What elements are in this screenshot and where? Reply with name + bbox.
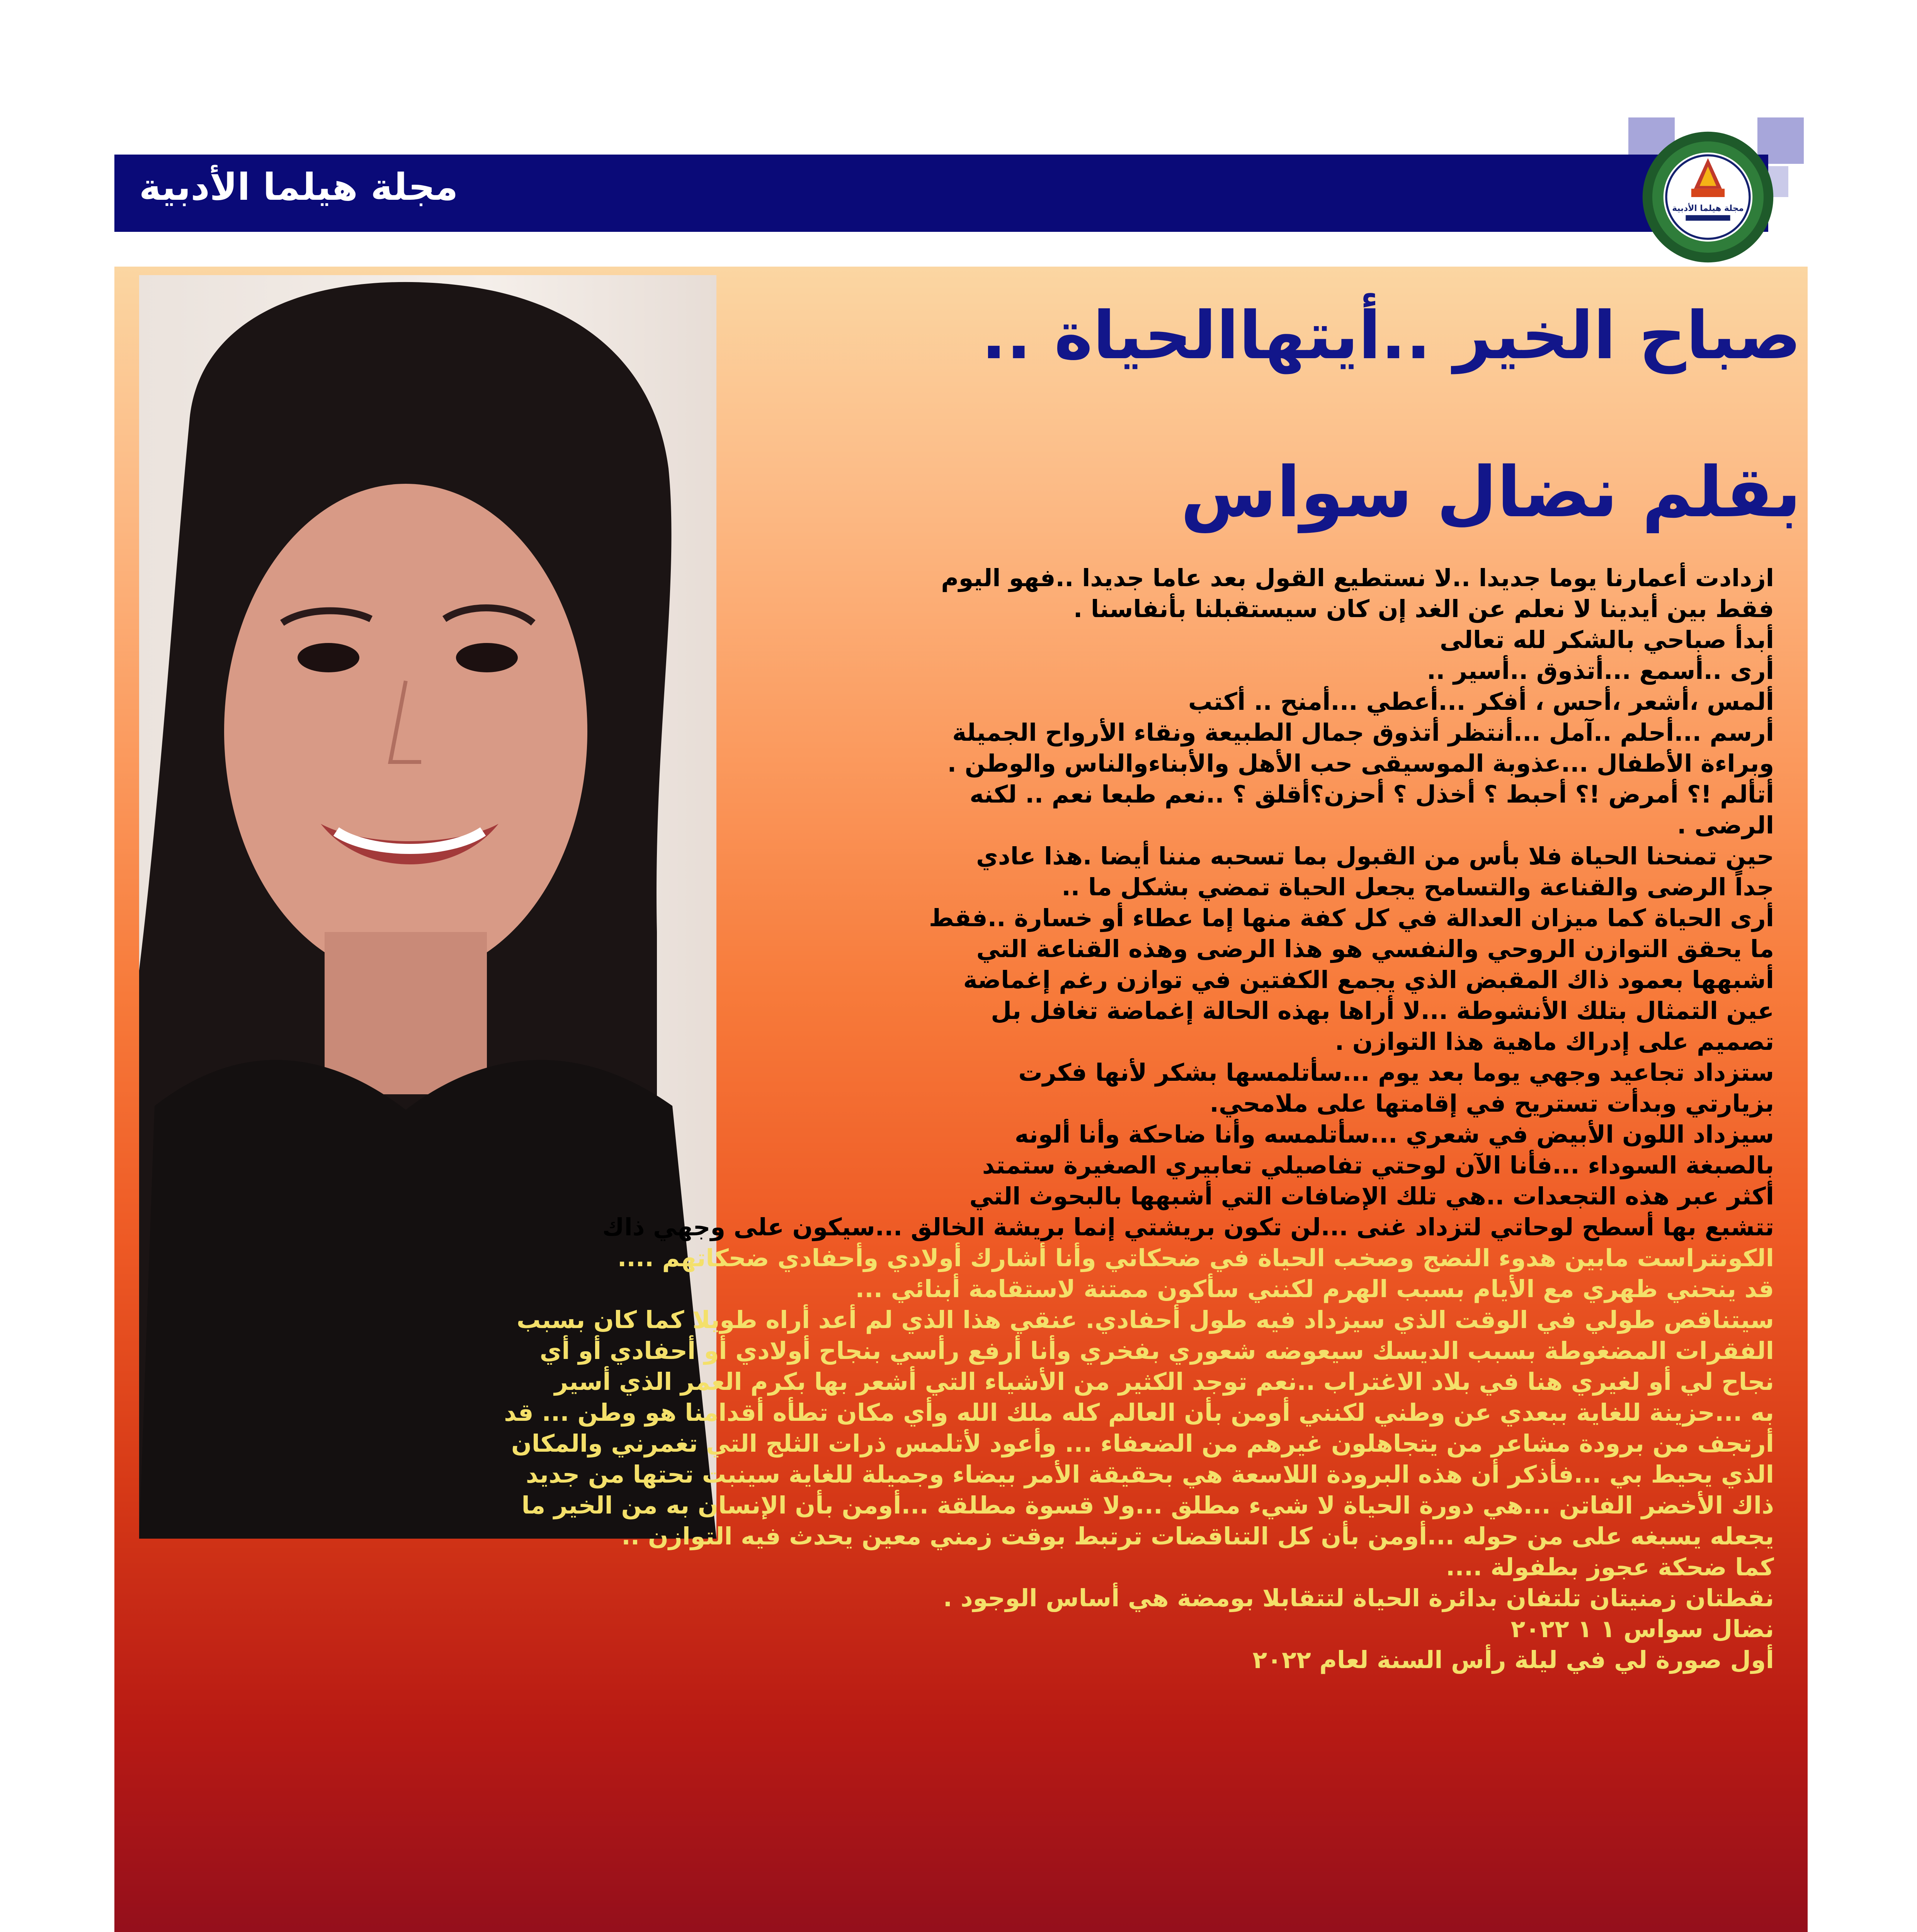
body-line: ستزداد تجاعيد وجهي يوما بعد يوم ...سأتلمسها بشكر لأنها فكرت — [1018, 1058, 1774, 1087]
body-line: فقط بين أيدينا لا نعلم عن الغد إن كان سيستقبلنا بأنفاسنا . — [1073, 595, 1774, 623]
article-byline: بقلم نضال سواس — [1180, 452, 1801, 533]
body-line: وبراءة الأطفال ...عذوبة الموسيقى حب الأهل والأبناءوالناس والوطن . — [947, 749, 1774, 777]
body-line: الكونتراست مابين هدوء النضج وصخب الحياة في ضحكاتي وأنا أشارك أولادي وأحفادي ضحكاتهم .... — [617, 1244, 1774, 1272]
body-line: به ...حزينة للغاية ببعدي عن وطني لكنني أومن بأن العالم كله ملك الله وأي مكان تطأه أقدامنا هو وطن ... قد — [504, 1398, 1774, 1427]
body-line: الذي يحيط بي ...فأذكر أن هذه البرودة اللاسعة هي بحقيقة الأمر بيضاء وجميلة للغاية سينبت تحتها من جديد — [526, 1460, 1774, 1488]
body-line: أرتجف من برودة مشاعر من يتجاهلون غيرهم من الضعفاء ... وأعود لأتلمس ذرات الثلج التي تغمرني والمكان — [511, 1429, 1774, 1458]
body-line: حين تمنحنا الحياة فلا بأس من القبول بما تسحبه مننا أيضا .هذا عادي — [976, 842, 1774, 870]
body-line: سيتناقص طولي في الوقت الذي سيزداد فيه طول أحفادي. عنقي هذا الذي لم أعد أراه طويلا كما كان بسبب — [516, 1306, 1774, 1334]
body-line: يجعله يسبغه على من حوله ...أومن بأن كل التناقضات ترتبط بوقت زمني معين يحدث فيه التوازن .. — [621, 1522, 1774, 1550]
body-line: سيزداد اللون الأبيض في شعري ...سأتلمسه وأنا ضاحكة وأنا ألونه — [1014, 1120, 1774, 1148]
body-line: كما ضحكة عجوز بطفولة .... — [1446, 1553, 1774, 1581]
body-line: ذاك الأخضر الفاتن ...هي دورة الحياة لا شيء مطلق ...ولا قسوة مطلقة ...أومن بأن الإنسان به من الخير ما — [521, 1491, 1774, 1519]
body-line: أول صورة لي في ليلة رأس السنة لعام ٢٠٢٢ — [1252, 1646, 1774, 1674]
body-line: أرسم ...أحلم ..آمل ...أنتظر أتذوق جمال الطبيعة ونقاء الأرواح الجميلة — [952, 718, 1774, 747]
magazine-logo-icon — [1638, 128, 1778, 267]
logo-text: مجلة هيلما الأدبية — [1672, 204, 1744, 213]
body-line: عين التمثال بتلك الأنشوطة ...لا أراها بهذه الحالة إغماضة تغافل بل — [991, 997, 1774, 1025]
body-line: ازدادت أعمارنا يوما جديدا ..لا نستطيع القول بعد عاما جديدا ..فهو اليوم — [941, 564, 1774, 592]
body-line: قد ينحني ظهري مع الأيام بسبب الهرم لكنني سأكون ممتنة لاستقامة أبنائي ... — [855, 1275, 1774, 1303]
article-title: صباح الخير ..أيتهاالحياة .. — [981, 298, 1801, 374]
body-line: أشبهها بعمود ذاك المقبض الذي يجمع الكفتين في توازن رغم إغماضة — [963, 966, 1774, 994]
body-line: بزيارتي وبدأت تستريح في إقامتها على ملامحي. — [1209, 1089, 1774, 1117]
body-line: نقطتان زمنيتان تلتفان بدائرة الحياة لتتقابلا بومضة هي أساس الوجود . — [943, 1584, 1774, 1612]
body-line: أكثر عبر هذه التجعدات ..هي تلك الإضافات التي أشبهها بالبحوث التي — [969, 1182, 1774, 1210]
magazine-title: مجلة هيلما الأدبية — [139, 165, 458, 209]
body-line: ألمس ،أشعر ،أحس ، أفكر ...أعطي ...أمنح .. أكتب — [1188, 687, 1774, 716]
body-line: تتشبع بها أسطح لوحاتي لتزداد غنى ...لن تكون بريشتي إنما بريشة الخالق ...سيكون على وجهي ذاك — [602, 1213, 1774, 1241]
body-line: نضال سواس ١ ١ ٢٠٢٢ — [1510, 1615, 1774, 1643]
body-line: أبدأ صباحي بالشكر لله تعالى — [1439, 626, 1774, 654]
body-line: أرى الحياة كما ميزان العدالة في كل كفة منها إما عطاء أو خسارة ..فقط — [929, 904, 1774, 932]
body-line: أرى ..أسمع ...أتذوق ..أسير .. — [1427, 656, 1774, 685]
body-line: أتألم !؟ أمرض !؟ أحبط ؟ أخذل ؟ أحزن؟أقلق ؟ ..نعم طبعا نعم .. لكنه — [970, 780, 1774, 808]
body-line: ما يحقق التوازن الروحي والنفسي هو هذا الرضى وهذه القناعة التي — [976, 935, 1774, 963]
body-line: نجاح لي أو لغيري هنا في بلاد الاغتراب ..نعم توجد الكثير من الأشياء التي أشعر بها بكرم العمر الذي أسير — [554, 1367, 1774, 1396]
body-line: تصميم على إدراك ماهية هذا التوازن . — [1335, 1027, 1774, 1056]
body-line: الفقرات المضغوطة بسبب الديسك سيعوضه شعوري بفخري وأنا أرفع رأسي بنجاح أولادي أو أحفادي أو أي — [539, 1337, 1774, 1365]
body-line: الرضى . — [1677, 811, 1774, 839]
body-line: جداً الرضى والقناعة والتسامح يجعل الحياة تمضي بشكل ما .. — [1061, 873, 1774, 901]
body-line: بالصبغة السوداء ...فأنا الآن لوحتي تفاصيلي تعابيري الصغيرة ستمتد — [982, 1151, 1774, 1179]
